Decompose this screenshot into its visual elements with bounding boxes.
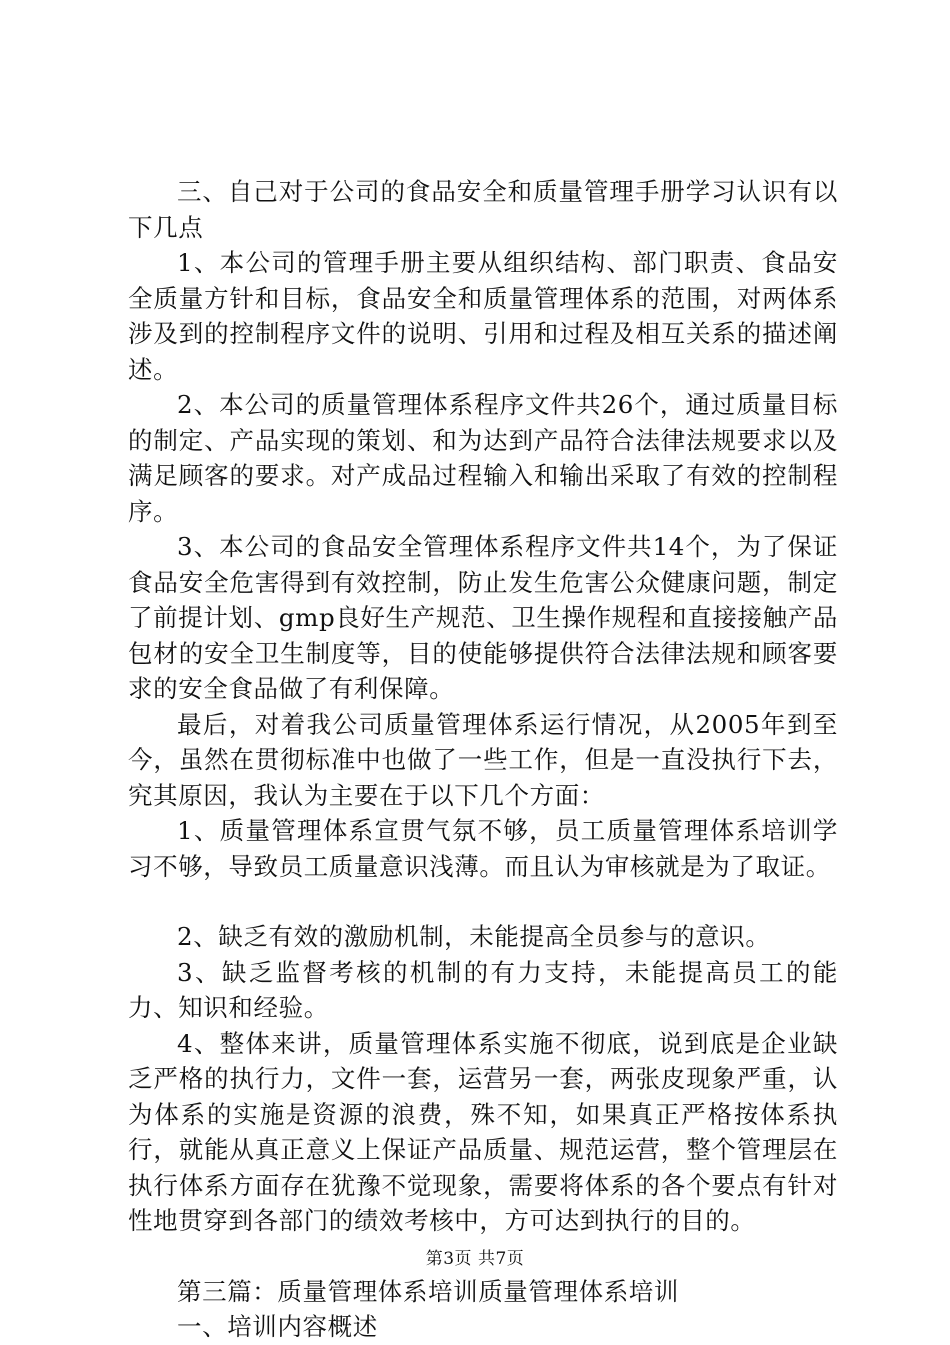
page-number: 第3页 共7页 [425, 1249, 525, 1269]
page-footer [0, 1244, 950, 1269]
paragraph-reason-4: 4、整体来讲，质量管理体系实施不彻底，说到底是企业缺乏严格的执行力，文件一套，运营另一套，两张皮现象严重，认为体系的实施是资源的浪费，殊不知，如果真正严格按体系执行，就能从真正意义上保证产品质量、规范运营，整个管理层在执行体系方面存在犹豫不觉现象，需要将体系的各个要点有针对性地贯穿到各部门的绩效考核中，方可达到执行的目的。 [128, 1028, 838, 1235]
paragraph-reason-3: 3、缺乏监督考核的机制的有力支持，未能提高员工的能力、知识和经验。 [128, 957, 838, 1022]
section-heading-three: 三、自己对于公司的食品安全和质量管理手册学习认识有以下几点 [128, 177, 838, 242]
paragraph-item-3: 3、本公司的食品安全管理体系程序文件共14个，为了保证食品安全危害得到有效控制，防止发生危害公众健康问题，制定了前提计划、gmp良好生产规范、卫生操作规程和直接接触产品包材的安全卫生制度等，目的使能够提供符合法律法规和顾客要求的安全食品做了有利保障。 [128, 532, 838, 703]
chapter-heading: 第三篇：质量管理体系培训质量管理体系培训 [177, 1276, 679, 1306]
section-heading-one: 一、培训内容概述 [177, 1312, 378, 1341]
document-body [128, 174, 838, 1345]
paragraph-reason-2: 2、缺乏有效的激励机制，未能提高全员参与的意识。 [177, 922, 771, 951]
paragraph-item-1: 1、本公司的管理手册主要从组织结构、部门职责、食品安全质量方针和目标，食品安全和质量管理体系的范围，对两体系涉及到的控制程序文件的说明、引用和过程及相互关系的描述阐述。 [128, 248, 838, 384]
paragraph-reason-1: 1、质量管理体系宣贯气氛不够，员工质量管理体系培训学习不够，导致员工质量意识浅薄。而且认为审核就是为了取证。 [128, 816, 838, 881]
paragraph-item-2: 2、本公司的质量管理体系程序文件共26个，通过质量目标的制定、产品实现的策划、和为达到产品符合法律法规要求以及满足顾客的要求。对产成品过程输入和输出采取了有效的控制程序。 [128, 390, 838, 526]
paragraph-conclusion: 最后，对着我公司质量管理体系运行情况，从2005年到至今，虽然在贯彻标准中也做了一些工作，但是一直没执行下去，究其原因，我认为主要在于以下几个方面： [128, 709, 838, 810]
